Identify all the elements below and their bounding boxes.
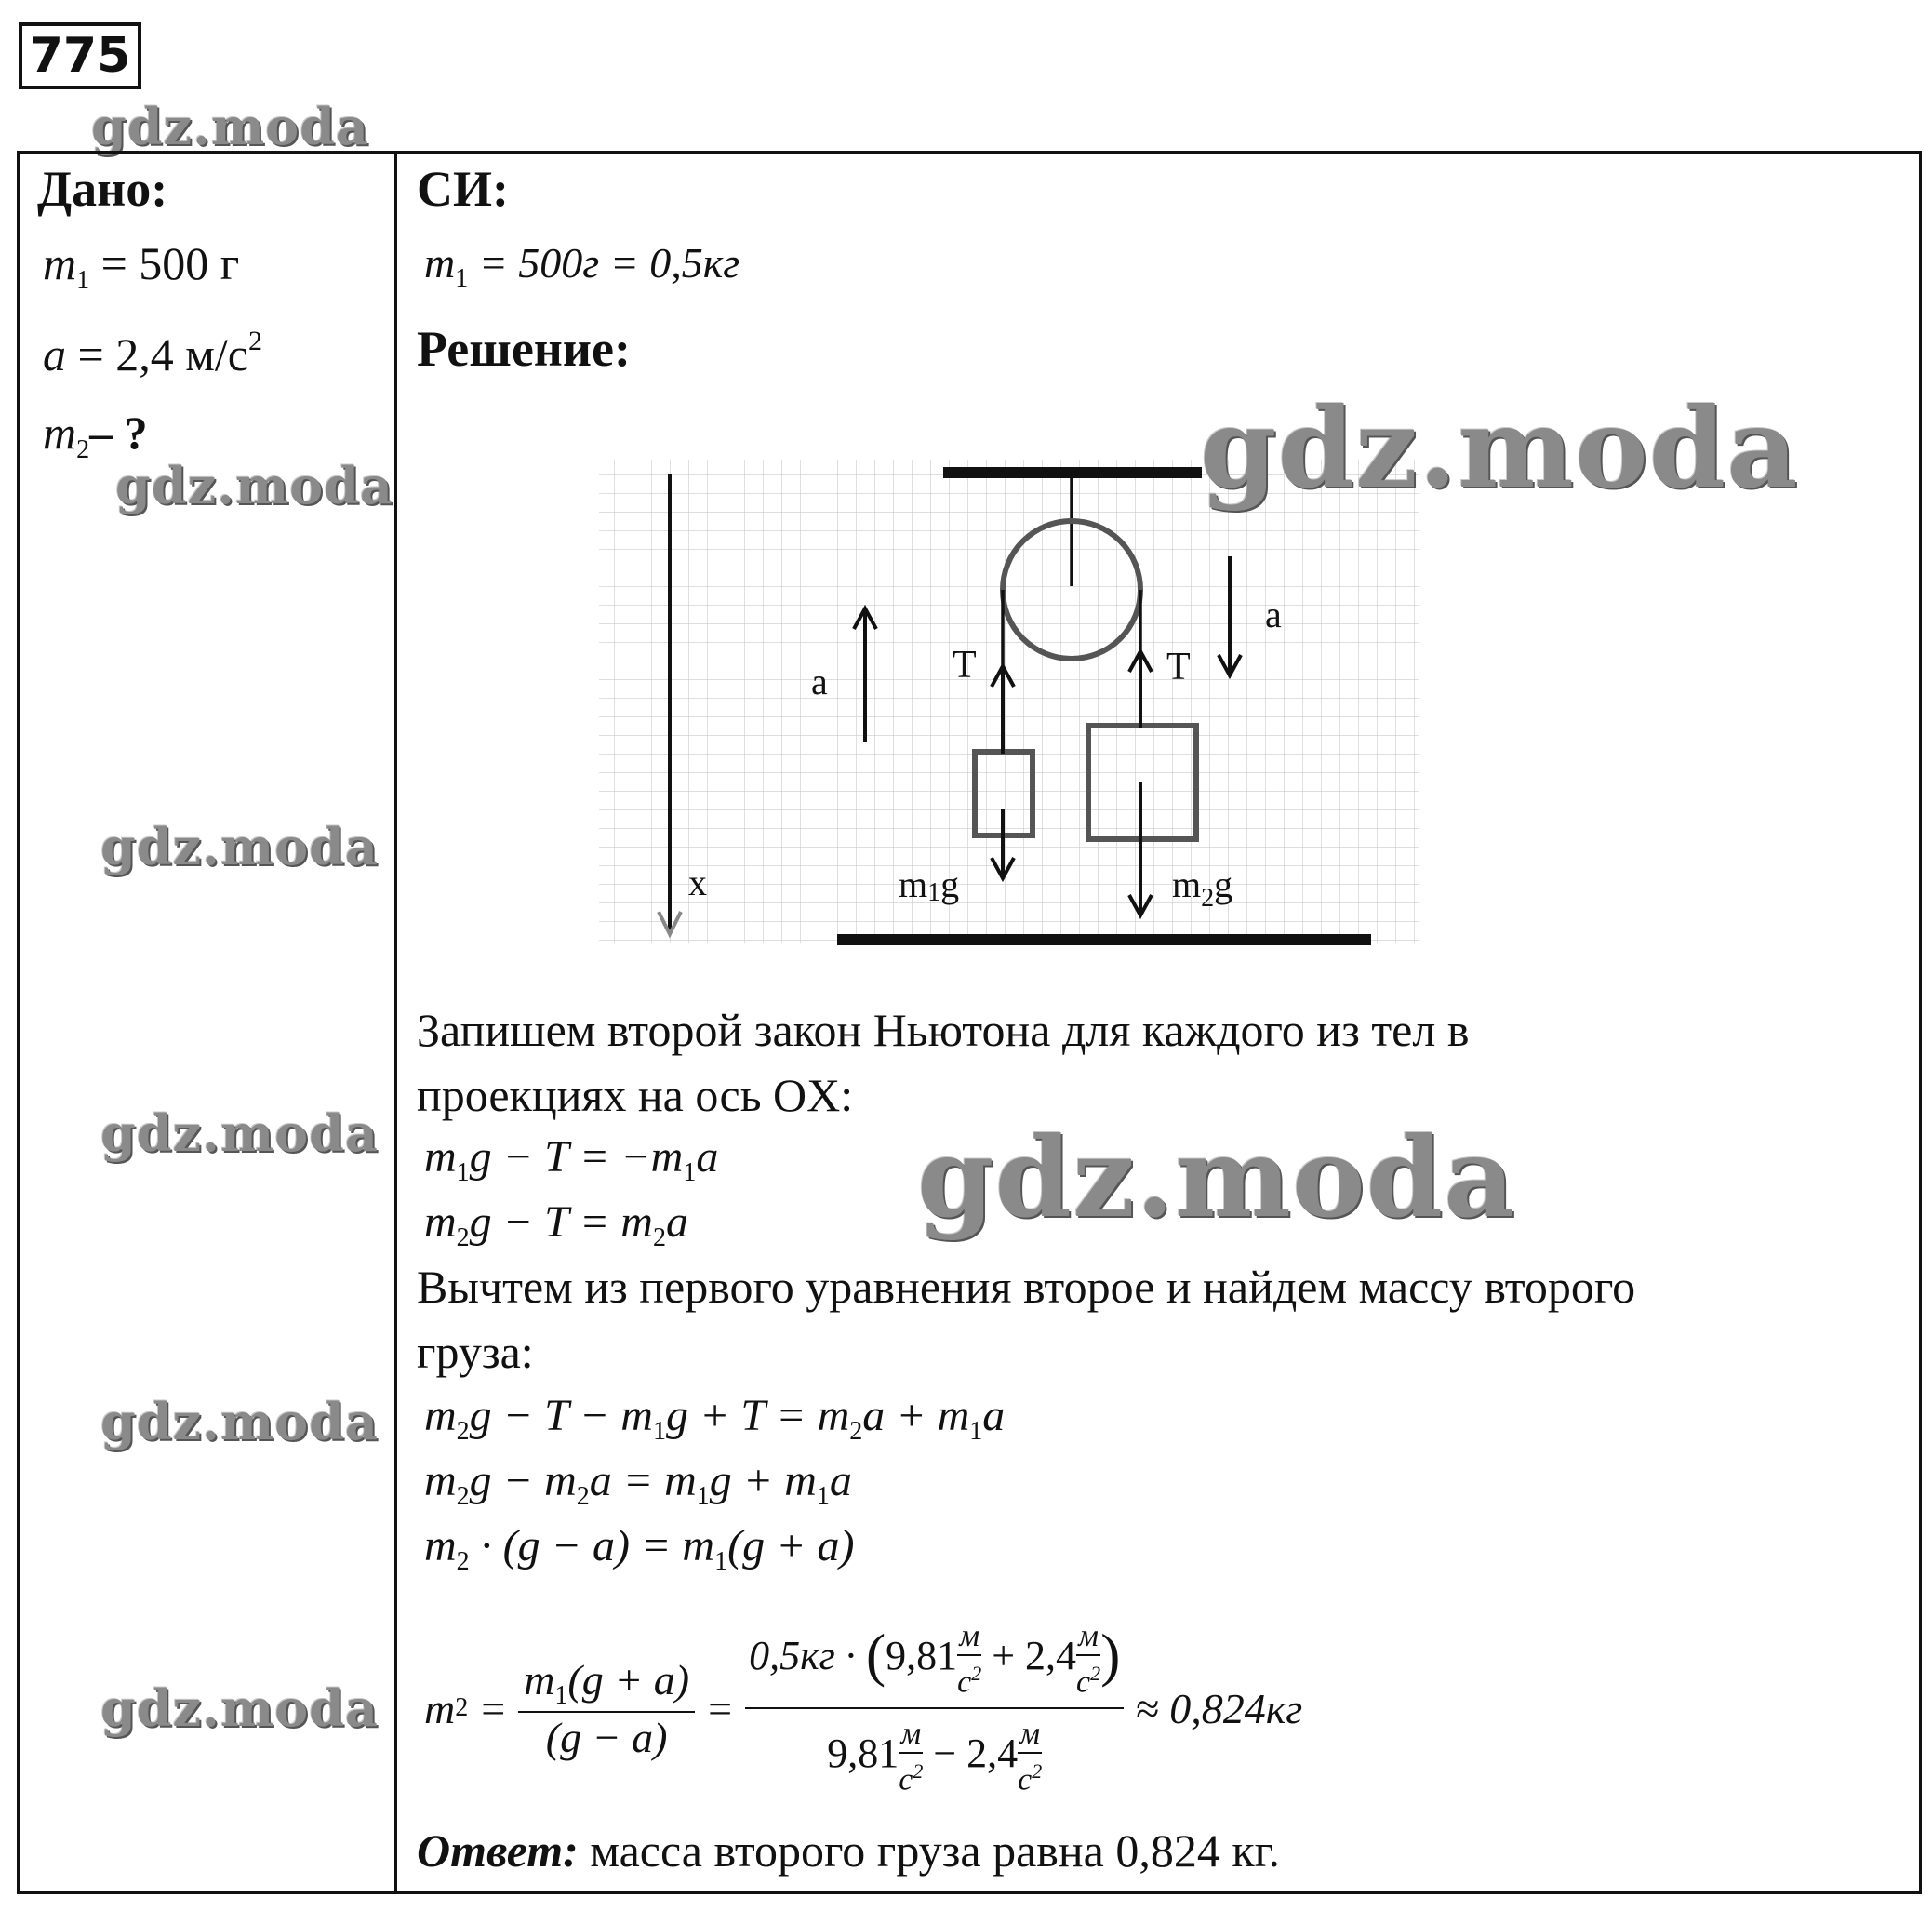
column-divider: [394, 151, 397, 1891]
watermark: gdz.moda: [1200, 383, 1799, 513]
label-a-right: a: [1265, 594, 1282, 635]
equation-5: $m_2 \cdot (g - a) = m_1(g + a)$: [424, 1521, 855, 1576]
watermark: gdz.moda: [917, 1113, 1516, 1242]
label-tension-left: T: [953, 644, 977, 687]
text-subtract-line2: груза:: [417, 1326, 534, 1378]
label-m2g: $m_2g$: [1172, 863, 1233, 913]
si-header: СИ:: [417, 161, 509, 217]
label-x: x: [688, 862, 707, 903]
text-newton-line1: Запишем второй закон Ньютона для каждого из тел в: [417, 1004, 1470, 1056]
given-header: Дано:: [37, 161, 168, 217]
text-subtract-line1: Вычтем из первого уравнения второе и найдем массу второго: [417, 1261, 1636, 1313]
watermark: gdz.moda: [100, 1678, 379, 1738]
watermark: gdz.moda: [100, 817, 379, 876]
final-formula: m 2 = $\frac{m_1(g + a)}{(g - a)}$ = 0,5кг · (9,81 м $с^2$ + 2,4 м $с^2$ ) 9,81 м $с^2$ − 2,4 м $с^2$ ≈ 0,824кг: [424, 1618, 1303, 1797]
si-m1: $m_1 = 500г = 0,5кг$: [424, 239, 740, 293]
label-a-left: a: [811, 661, 828, 702]
answer: Ответ: масса второго груза равна 0,824 кг.: [417, 1824, 1281, 1877]
equation-2: $m_2g - T = m_2a$: [424, 1197, 688, 1252]
solution-header: Решение:: [417, 321, 631, 377]
watermark: gdz.moda: [91, 97, 369, 156]
fraction-symbolic: $\frac{m_1(g + a)}{(g - a)}$: [518, 1655, 695, 1762]
equation-3: $m_2g - T - m_1g + T = m_2a + m_1a$: [424, 1391, 1006, 1446]
equation-1: $m_1g - T = -m_1a$: [424, 1132, 719, 1187]
label-tension-right: T: [1166, 646, 1191, 688]
watermark: gdz.moda: [100, 1103, 379, 1163]
grid-background: [599, 460, 1419, 943]
label-m1g: m1g: [899, 863, 960, 907]
given-m2: $m_2-$ ?: [43, 407, 148, 464]
watermark: gdz.moda: [115, 456, 393, 515]
fraction-numeric: 0,5кг · (9,81 м $с^2$ + 2,4 м $с^2$ ) 9,81 м $с^2$ − 2,4 м $с^2$: [745, 1619, 1124, 1798]
problem-number: 775: [19, 22, 141, 89]
given-m1: $m_1 = 500$ г: [43, 237, 240, 295]
watermark: gdz.moda: [100, 1392, 379, 1451]
text-newton-line2: проекциях на ось OX:: [417, 1069, 854, 1121]
pulley-diagram: [595, 456, 1432, 958]
equation-4: $m_2g - m_2a = m_1g + m_1a$: [424, 1456, 852, 1511]
given-a: a = 2,4 $м/с^2$: [43, 326, 262, 381]
